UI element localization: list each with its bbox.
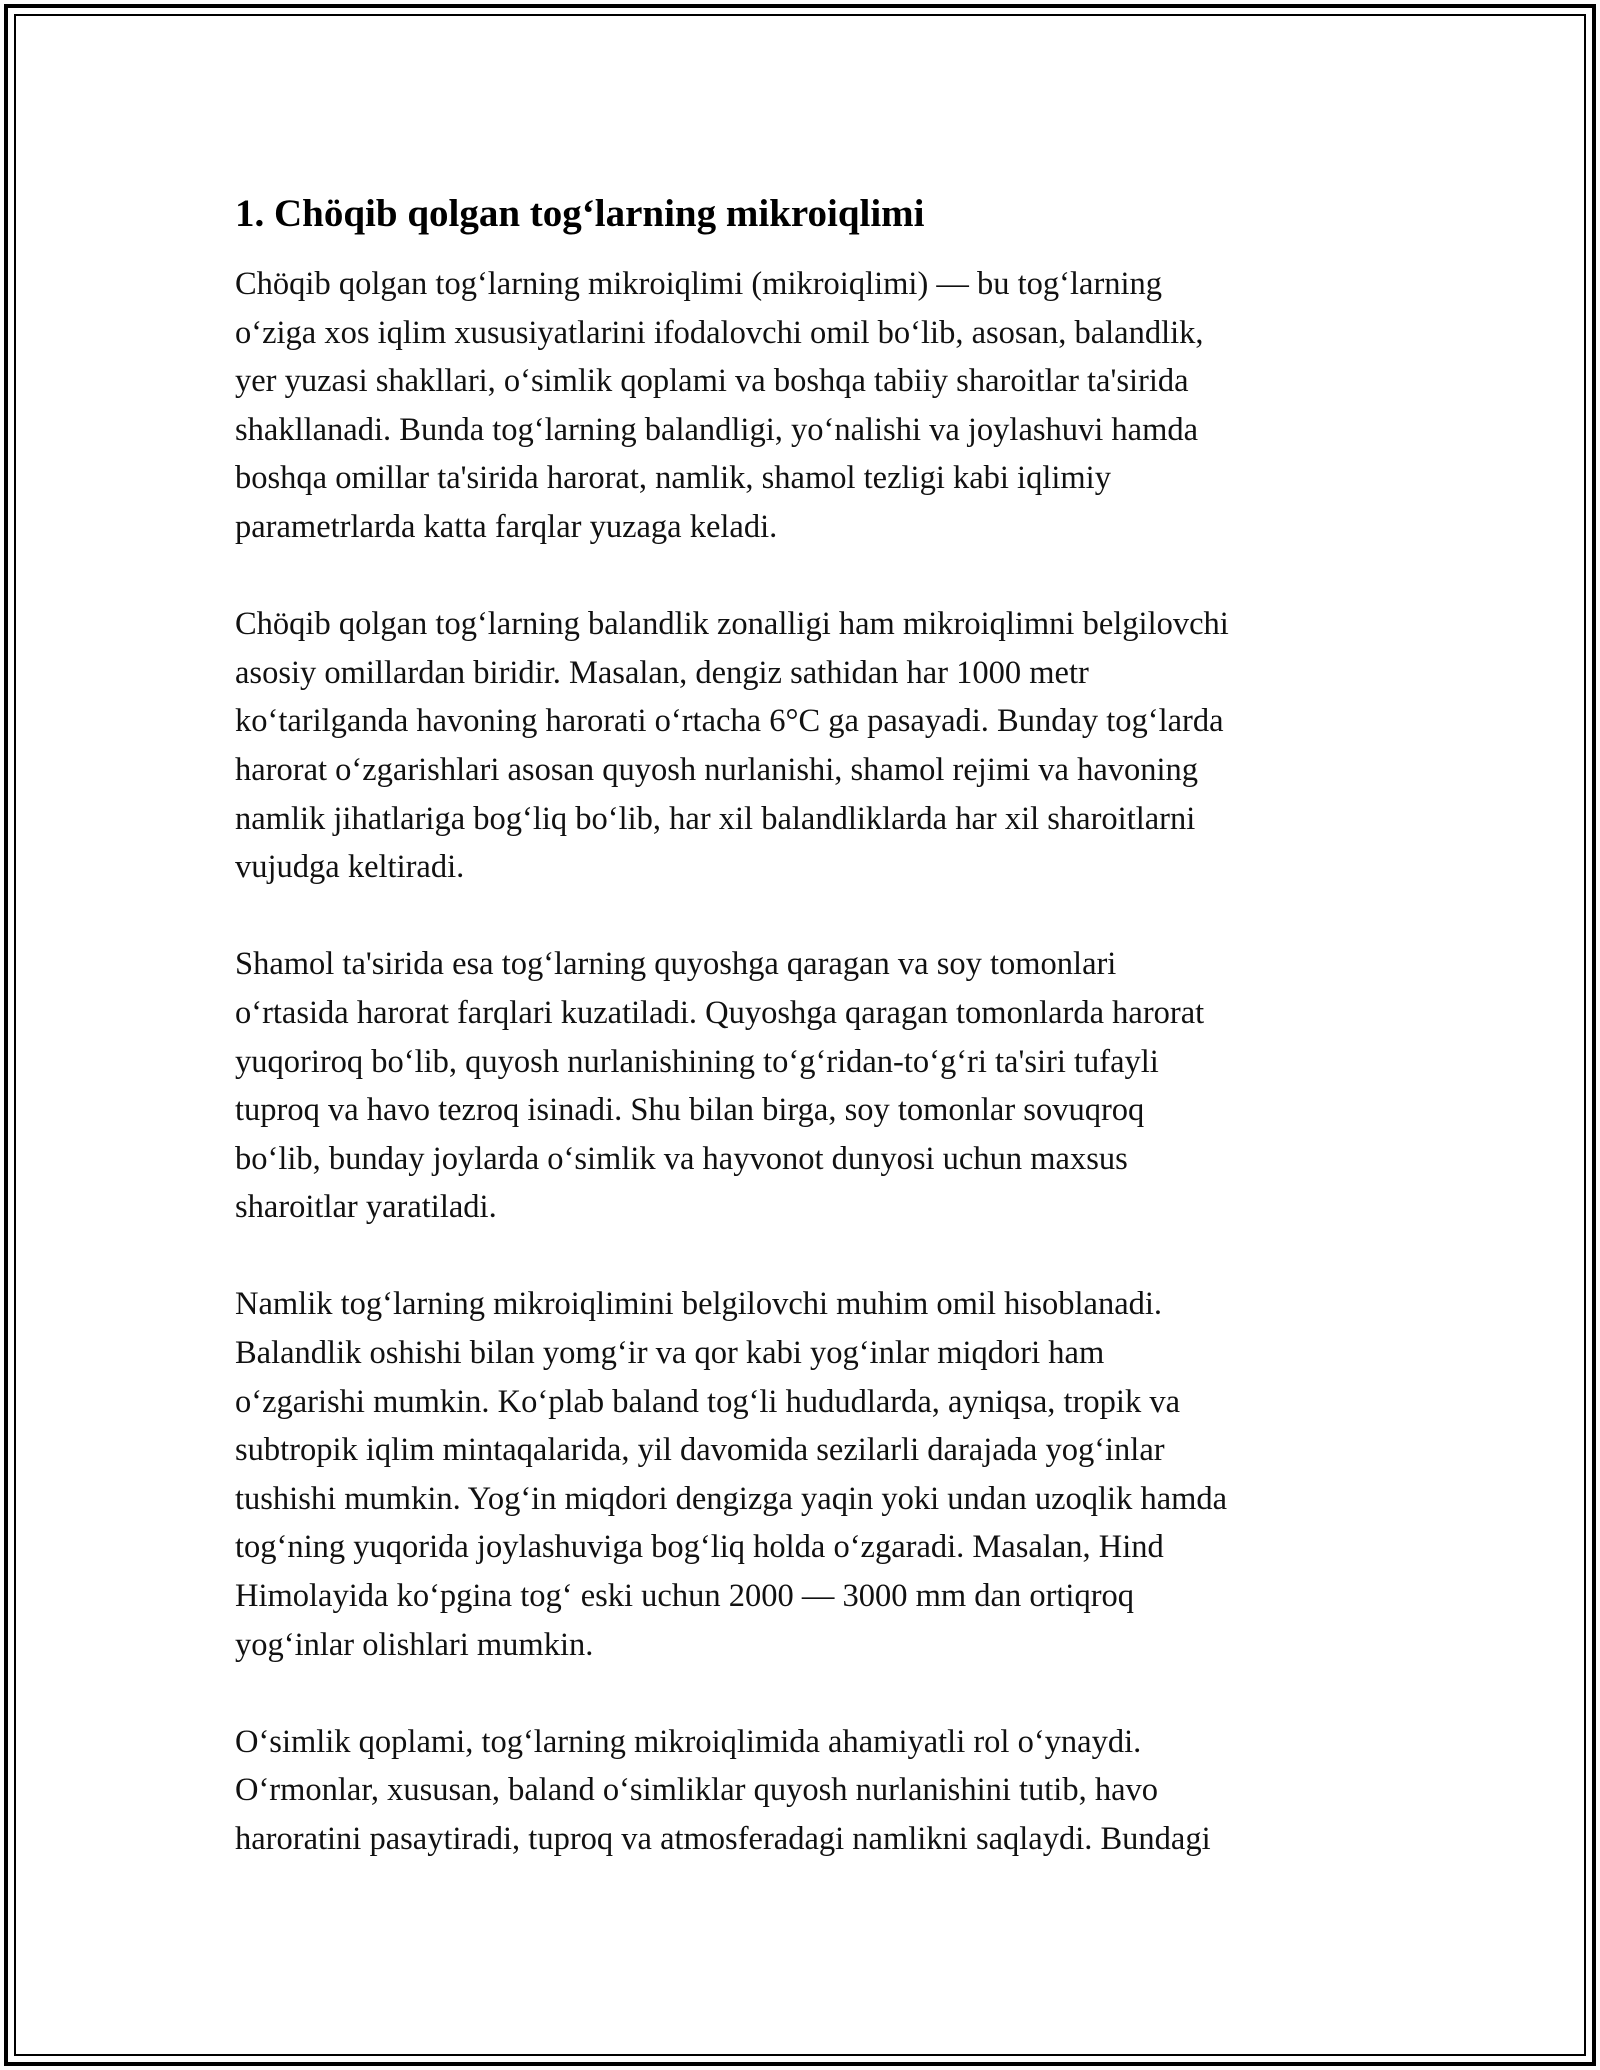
text-line: O‘rmonlar, xususan, baland o‘simliklar quyosh nurlanishini tutib, havo [235,1772,1159,1809]
text-line: Shamol ta'sirida esa tog‘larning quyoshga qaragan va soy tomonlari [235,946,1117,983]
paragraph-5 [235,1718,1375,1864]
text-line: Namlik tog‘larning mikroiqlimini belgilovchi muhim omil hisoblanadi. [235,1286,1163,1323]
paragraph-3 [235,940,1375,1232]
section-heading: 1. Chöqib qolgan tog‘larning mikroiqlimi [235,192,925,235]
text-line: o‘rtasida harorat farqlari kuzatiladi. Quyoshga qaragan tomonlarda harorat [235,994,1205,1031]
text-line: o‘zgarishi mumkin. Ko‘plab baland tog‘li hududlarda, ayniqsa, tropik va [235,1383,1180,1420]
paragraph-2 [235,600,1375,892]
text-line: yog‘inlar olishlari mumkin. [235,1626,594,1663]
text-line: Chöqib qolgan tog‘larning balandlik zonalligi ham mikroiqlimni belgilovchi [235,606,1229,643]
paragraph-1 [235,260,1375,552]
text-line: asosiy omillardan biridir. Masalan, dengiz sathidan har 1000 metr [235,654,1089,691]
text-line: subtropik iqlim mintaqalarida, yil davomida sezilarli darajada yog‘inlar [235,1432,1165,1469]
document-body [235,188,1375,1912]
text-line: Chöqib qolgan tog‘larning mikroiqlimi (mikroiqlimi) — bu tog‘larning [235,266,1163,302]
text-line: tog‘ning yuqorida joylashuviga bog‘liq holda o‘zgaradi. Masalan, Hind [235,1529,1164,1566]
text-line: bo‘lib, bunday joylarda o‘simlik va hayvonot dunyosi uchun maxsus [235,1140,1128,1177]
text-line: haroratini pasaytiradi, tuproq va atmosferadagi namlikni saqlaydi. Bundagi [235,1821,1211,1857]
text-line: namlik jihatlariga bog‘liq bo‘lib, har xil balandliklarda har xil sharoitlarni [235,800,1196,837]
text-line: vujudga keltiradi. [235,849,465,886]
text-line: boshqa omillar ta'sirida harorat, namlik, shamol tezligi kabi iqlimiy [235,460,1111,497]
text-line: yer yuzasi shakllari, o‘simlik qoplami va boshqa tabiiy sharoitlar ta'sirida [235,363,1189,400]
text-line: O‘simlik qoplami, tog‘larning mikroiqlimida ahamiyatli rol o‘ynaydi. [235,1723,1142,1760]
text-line: tushishi mumkin. Yog‘in miqdori dengizga yaqin yoki undan uzoqlik hamda [235,1480,1228,1517]
text-line: sharoitlar yaratiladi. [235,1189,497,1226]
text-line: Himolayida ko‘pgina tog‘ eski uchun 2000 — 3000 mm dan ortiqroq [235,1578,1135,1615]
text-line: tuproq va havo tezroq isinadi. Shu bilan birga, soy tomonlar sovuqroq [235,1092,1145,1129]
text-line: Balandlik oshishi bilan yomg‘ir va qor kabi yog‘inlar miqdori ham [235,1335,1105,1372]
text-line: o‘ziga xos iqlim xususiyatlarini ifodalovchi omil bo‘lib, asosan, balandlik, [235,314,1204,351]
text-line: parametrlarda katta farqlar yuzaga keladi. [235,508,778,545]
text-line: harorat o‘zgarishlari asosan quyosh nurlanishi, shamol rejimi va havoning [235,751,1199,788]
paragraph-4 [235,1280,1375,1669]
text-line: yuqoriroq bo‘lib, quyosh nurlanishining to‘g‘ridan-to‘g‘ri ta'siri tufayli [235,1043,1159,1080]
text-line: ko‘tarilganda havoning harorati o‘rtacha 6°C ga pasayadi. Bunday tog‘larda [235,703,1224,740]
text-line: shakllanadi. Bunda tog‘larning balandligi, yo‘nalishi va joylashuvi hamda [235,411,1199,448]
